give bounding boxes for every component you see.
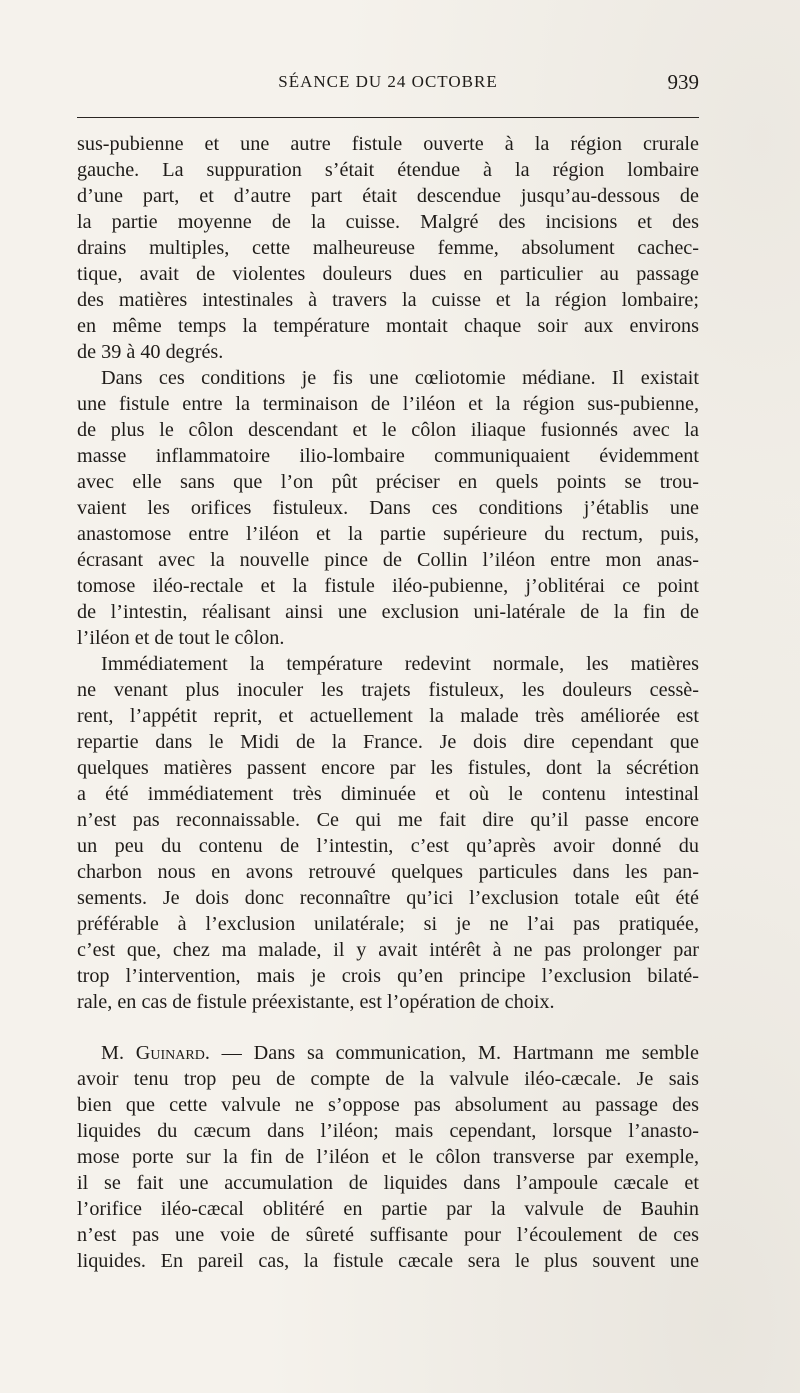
- text-line: rale, en cas de fistule préexistante, est l’opération de choix.: [77, 991, 555, 1013]
- text-line: il se fait une accumulation de liquides dans l’ampoule cæcale et: [77, 1172, 699, 1194]
- text-line: rent, l’appétit reprit, et actuellement la malade très améliorée est: [77, 705, 699, 727]
- text-line: sus-pubienne et une autre fistule ouverte à la région crurale: [77, 133, 699, 155]
- text-line: gauche. La suppuration s’était étendue à la région lombaire: [77, 159, 699, 181]
- text-line: une fistule entre la terminaison de l’iléon et la région sus-pubienne,: [77, 393, 699, 415]
- text-line: ne venant plus inoculer les trajets fistuleux, les douleurs cessè-: [77, 679, 699, 701]
- text-line: écrasant avec la nouvelle pince de Collin l’iléon entre mon anas-: [77, 549, 699, 571]
- text-line: de 39 à 40 degrés.: [77, 341, 224, 363]
- text-line: trop l’intervention, mais je crois qu’en principe l’exclusion bilaté-: [77, 965, 699, 987]
- text-line: la partie moyenne de la cuisse. Malgré des incisions et des: [77, 211, 699, 233]
- text-line: charbon nous en avons retrouvé quelques particules dans les pan-: [77, 861, 699, 883]
- text-line: quelques matières passent encore par les fistules, dont la sécrétion: [77, 757, 699, 779]
- text-line: des matières intestinales à travers la cuisse et la région lombaire;: [77, 289, 699, 311]
- paragraph-1: [77, 131, 699, 365]
- speaker-name: M. Guinard.: [101, 1042, 210, 1064]
- text-line: avec elle sans que l’on pût préciser en quels points se trou-: [77, 471, 699, 493]
- text-line: a été immédiatement très diminuée et où le contenu intestinal: [77, 783, 699, 805]
- body-text: [77, 131, 699, 1274]
- text-line: avoir tenu trop peu de compte de la valvule iléo-cæcale. Je sais: [77, 1068, 699, 1090]
- text-line: de l’intestin, réalisant ainsi une exclusion uni-latérale de la fin de: [77, 601, 699, 623]
- page-number: 939: [667, 70, 699, 94]
- text-line: de plus le côlon descendant et le côlon iliaque fusionnés avec la: [77, 419, 699, 441]
- speaker-text: — Dans sa communication, M. Hartmann me semble: [209, 1042, 699, 1064]
- running-title: SÉANCE DU 24 OCTOBRE: [278, 72, 498, 91]
- text-line: Dans ces conditions je fis une cœliotomie médiane. Il existait: [101, 367, 699, 389]
- text-line: masse inflammatoire ilio-lombaire communiquaient évidemment: [77, 445, 699, 467]
- text-line: l’orifice iléo-cæcal oblitéré en partie par la valvule de Bauhin: [77, 1198, 699, 1220]
- text-line: un peu du contenu de l’intestin, c’est qu’après avoir donné du: [77, 835, 699, 857]
- header-rule: [77, 117, 699, 118]
- text-line: sements. Je dois donc reconnaître qu’ici l’exclusion totale eût été: [77, 887, 699, 909]
- text-line: vaient les orifices fistuleux. Dans ces conditions j’établis une: [77, 497, 699, 519]
- text-line: en même temps la température montait chaque soir aux environs: [77, 315, 699, 337]
- paragraph-2: [77, 365, 699, 651]
- text-line: [77, 1040, 699, 1066]
- text-line: c’est que, chez ma malade, il y avait intérêt à ne pas prolonger par: [77, 939, 699, 961]
- text-line: tique, avait de violentes douleurs dues en particulier au passage: [77, 263, 699, 285]
- section-gap: [77, 1015, 699, 1040]
- text-line: bien que cette valvule ne s’oppose pas absolument au passage des: [77, 1094, 699, 1116]
- text-line: d’une part, et d’autre part était descendue jusqu’au-dessous de: [77, 185, 699, 207]
- text-line: liquides. En pareil cas, la fistule cæcale sera le plus souvent une: [77, 1250, 699, 1272]
- running-head: [77, 72, 699, 100]
- text-line: n’est pas une voie de sûreté suffisante pour l’écoulement de ces: [77, 1224, 699, 1246]
- text-line: repartie dans le Midi de la France. Je dois dire cependant que: [77, 731, 699, 753]
- text-line: Immédiatement la température redevint normale, les matières: [101, 653, 699, 675]
- text-line: drains multiples, cette malheureuse femme, absolument cachec-: [77, 237, 699, 259]
- guinard-paragraph: [77, 1040, 699, 1274]
- text-line: tomose iléo-rectale et la fistule iléo-pubienne, j’oblitérai ce point: [77, 575, 699, 597]
- text-line: l’iléon et de tout le côlon.: [77, 627, 285, 649]
- paragraph-3: [77, 651, 699, 1015]
- text-line: préférable à l’exclusion unilatérale; si je ne l’ai pas pratiquée,: [77, 913, 699, 935]
- text-line: mose porte sur la fin de l’iléon et le côlon transverse par exemple,: [77, 1146, 699, 1168]
- text-line: anastomose entre l’iléon et la partie supérieure du rectum, puis,: [77, 523, 699, 545]
- text-line: n’est pas reconnaissable. Ce qui me fait dire qu’il passe encore: [77, 809, 699, 831]
- text-line: liquides du cæcum dans l’iléon; mais cependant, lorsque l’anasto-: [77, 1120, 699, 1142]
